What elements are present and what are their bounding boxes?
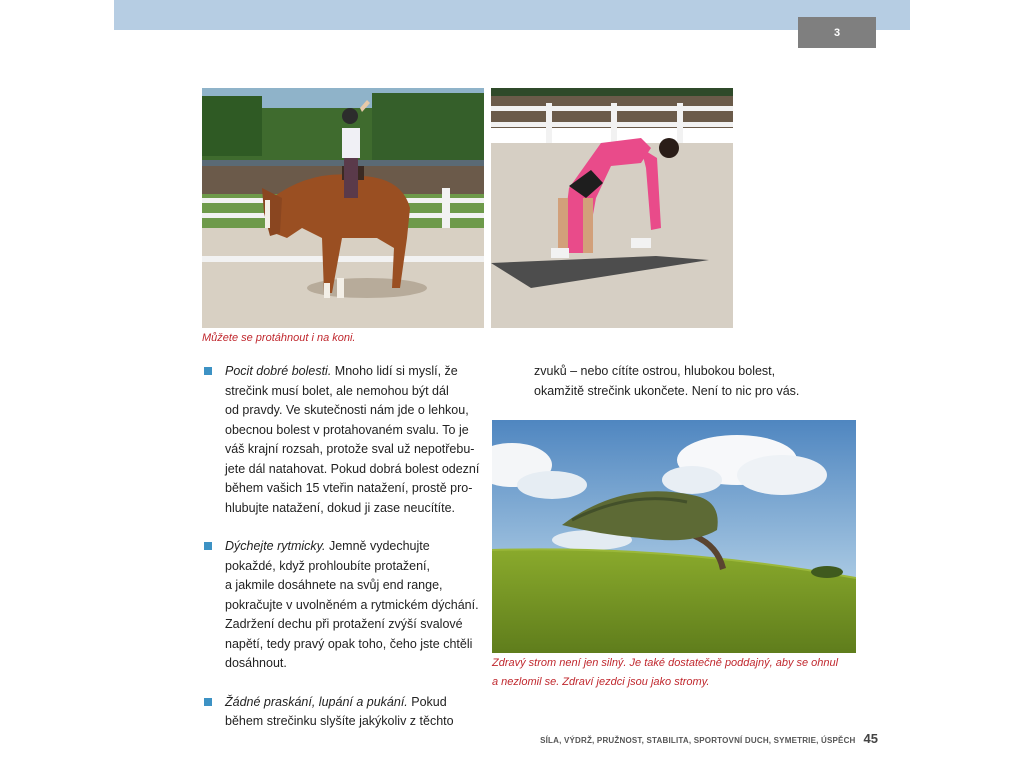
bullet-text-line: Zadržení dechu při protažení zvýší svalové <box>225 617 463 631</box>
bullet-text-line: dosáhnout. <box>225 656 287 670</box>
text-column-right <box>534 362 834 401</box>
chapter-number-tab <box>798 17 876 48</box>
bullet-lead: Pocit dobré bolesti. <box>225 364 332 378</box>
bullet-text-line: hlubujte natažení, dokud ji zase neucítíte. <box>225 500 456 515</box>
square-bullet-icon <box>204 367 212 375</box>
body-text-line: zvuků – nebo cítíte ostrou, hlubokou bolest, <box>534 364 776 378</box>
bullet-text-line: Jemně vydechujte <box>325 539 430 553</box>
caption-line: a nezlomil se. Zdraví jezdci jsou jako stromy. <box>492 676 710 688</box>
bullet-no-cracking <box>202 693 487 732</box>
bullet-good-pain <box>202 362 487 518</box>
bullet-text-line: pokaždé, když prohloubíte protažení, <box>225 558 430 573</box>
photo-woman-stretching <box>491 88 733 328</box>
bullet-text-line: během strečinku slyšíte jakýkoliv z těchto <box>225 714 454 728</box>
header-color-band <box>114 0 910 30</box>
bullet-text-line: Pokud <box>407 694 447 709</box>
bullet-text-line: jete dál natahovat. Pokud dobrá bolest odezní <box>225 461 480 476</box>
photo-caption-tree <box>492 654 862 692</box>
bullet-text-line: strečink musí bolet, ale nemohou být dál <box>225 383 449 398</box>
bullet-breathe-rhythmically <box>202 537 487 674</box>
body-text-line: okamžitě strečink ukončete. Není to nic pro vás. <box>534 383 800 398</box>
photo-windswept-tree <box>492 420 856 653</box>
bullet-text-line: a jakmile dosáhnete na svůj end range, <box>225 578 443 592</box>
running-title: SÍLA, VÝDRŽ, PRUŽNOST, STABILITA, SPORTOVNÍ DUCH, SYMETRIE, ÚSPĚCH <box>540 736 856 745</box>
bullet-text-line: Mnoho lidí si myslí, že <box>331 364 458 378</box>
bullet-lead: Žádné praskání, lupání a pukání. <box>225 694 408 709</box>
chapter-number: 3 <box>833 26 841 39</box>
bullet-text-line: pokračujte v uvolněném a rytmickém dýchání. <box>225 597 479 612</box>
square-bullet-icon <box>204 542 212 550</box>
page-number: 45 <box>863 731 878 746</box>
photo-caption: Můžete se protáhnout i na koni. <box>202 332 356 344</box>
page-footer <box>540 731 878 746</box>
bullet-text-line: napětí, tedy pravý opak toho, čeho jste chtěli <box>225 636 473 651</box>
bullet-text-line: obecnou bolest v protahovaném svalu. To je <box>225 422 469 437</box>
text-column-left <box>202 362 487 751</box>
photo-rider-on-horse <box>202 88 484 328</box>
bullet-text-line: od pravdy. Ve skutečnosti nám jde o lehkou, <box>225 403 469 417</box>
bullet-text-line: během vašich 15 vteřin natažení, prostě pro- <box>225 481 473 495</box>
bullet-text-line: váš krajní rozsah, protože sval už nepotřebu- <box>225 442 475 456</box>
caption-line: Zdravý strom není jen silný. Je také dostatečně poddajný, aby se ohnul <box>492 657 839 669</box>
bullet-lead: Dýchejte rytmicky. <box>225 539 326 553</box>
square-bullet-icon <box>204 698 212 706</box>
